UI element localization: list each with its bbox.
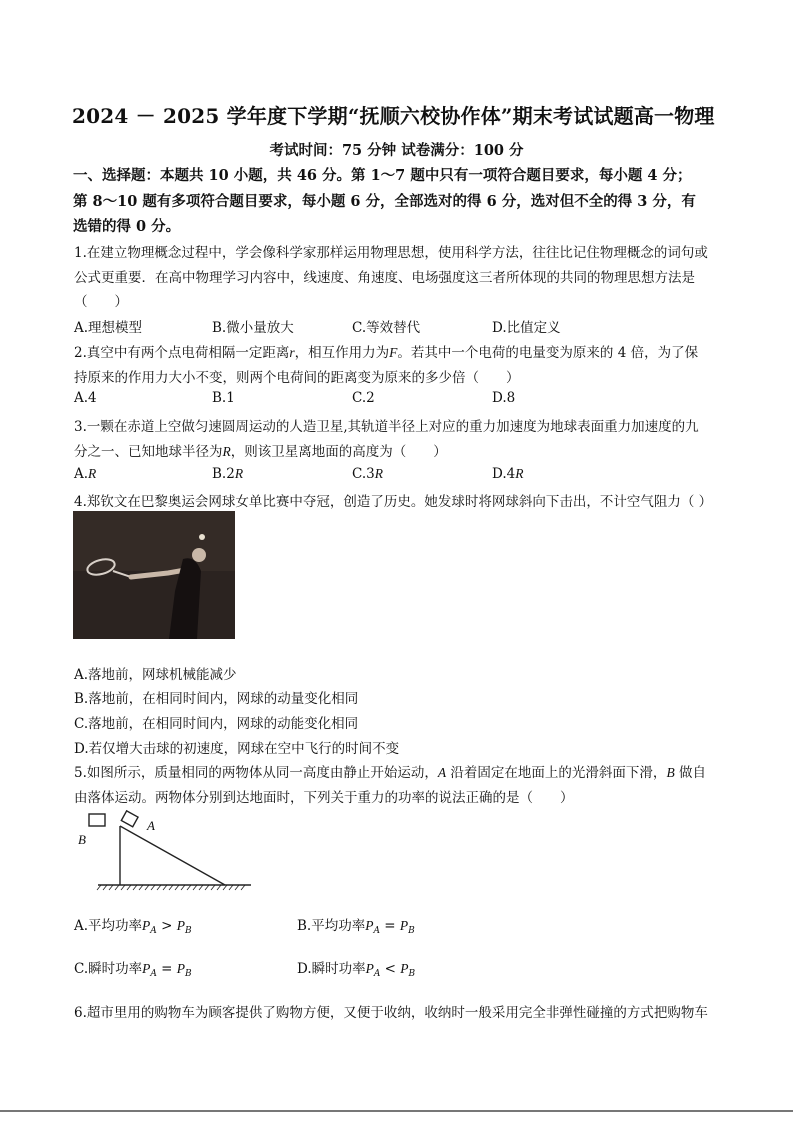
page-title: 2024 － 2025 学年度下学期“抚顺六校协作体”期末考试试题高一物理 xyxy=(72,104,715,128)
q4-text-line1: 4.郑钦文在巴黎奥运会网球女单比赛中夺冠，创造了历史。她发球时将网球斜向下击出，不计空气阻力（ ） xyxy=(74,494,713,510)
q2-text-part1: 2.真空中有两个点电荷相隔一定距离 xyxy=(74,345,290,361)
q2-text-part2: ，相互作用力为 xyxy=(294,345,390,361)
q5-text-line1 xyxy=(74,761,706,781)
q4-option-d: D.若仅增大击球的初速度，网球在空中飞行的时间不变 xyxy=(74,741,400,757)
q4-option-a: A.落地前，网球机械能减少 xyxy=(74,667,237,683)
q4-option-b: B.落地前，在相同时间内，网球的动量变化相同 xyxy=(74,691,359,707)
q2-text-part3: 。若其中一个电荷的电量变为原来的 4 倍，为了保 xyxy=(397,345,699,361)
q3-var-r: R xyxy=(222,444,231,459)
q2-var-f: F xyxy=(389,345,398,360)
section-heading-line2: 第 8～10 题有多项符合题目要求，每小题 6 分，全部选对的得 6 分，选对但不全的得 3 分，有 xyxy=(73,193,696,210)
q3-option-d: D.4R xyxy=(492,466,524,482)
q3-text-part1: 分之一、已知地球半径为 xyxy=(74,444,223,460)
q5-text-part2: 沿着固定在地面上的光滑斜面下滑， xyxy=(446,765,667,781)
q5-text-line2: 由落体运动。两物体分别到达地面时，下列关于重力的功率的说法正确的是（ ） xyxy=(74,790,574,806)
section-heading-line1: 一、选择题：本题共 10 小题，共 46 分。第 1～7 题中只有一项符合题目要求，每小题 4 分； xyxy=(73,167,692,184)
q2-option-d: D.8 xyxy=(492,390,516,406)
tennis-player-photo xyxy=(73,511,235,639)
q5-option-b: B.平均功率$P_A = P_B$ xyxy=(297,918,415,936)
section-heading-line3: 选错的得 0 分。 xyxy=(73,218,181,235)
q2-text-line2: 持原来的作用力大小不变，则两个电荷间的距离变为原来的多少倍（ ） xyxy=(74,370,520,386)
q5-option-d: D.瞬时功率$P_A < P_B$ xyxy=(297,961,416,979)
incline-slope xyxy=(120,826,225,885)
q4-option-c: C.落地前，在相同时间内，网球的动能变化相同 xyxy=(74,716,359,732)
q3-text-line2 xyxy=(74,440,447,460)
q2-text-line1 xyxy=(74,341,698,361)
label-a: A xyxy=(147,818,155,833)
page-bottom-rule xyxy=(0,1110,793,1112)
incline-diagram xyxy=(73,806,253,896)
block-b xyxy=(89,814,105,826)
exam-info: 考试时间：75 分钟 试卷满分：100 分 xyxy=(269,142,524,159)
q5-var-a: A xyxy=(437,765,447,780)
q5-option-a: A.平均功率$P_A > P_B$ xyxy=(74,918,192,936)
q1-text-line3: （ ） xyxy=(74,294,128,310)
label-b: B xyxy=(78,832,86,847)
q5-text-part3: 做自 xyxy=(674,765,706,781)
q3-text-part2: ，则该卫星离地面的高度为（ ） xyxy=(230,444,447,460)
q3-text-line1: 3.一颗在赤道上空做匀速圆周运动的人造卫星,其轨道半径上对应的重力加速度为地球表面重力加速度的九 xyxy=(74,419,699,435)
q1-option-d: D.比值定义 xyxy=(492,320,561,336)
block-a xyxy=(121,811,138,827)
q5-var-b: B xyxy=(666,765,675,780)
q1-option-b: B.微小量放大 xyxy=(212,320,294,336)
q2-var-r: r xyxy=(289,345,295,360)
q2-option-a: A.4 xyxy=(74,390,97,406)
q1-option-a: A.理想模型 xyxy=(74,320,143,336)
tennis-photo-illustration xyxy=(73,511,235,639)
q5-text-part1: 5.如图所示，质量相同的两物体从同一高度由静止开始运动， xyxy=(74,765,438,781)
q3-option-c: C.3R xyxy=(352,466,383,482)
q6-text-line1: 6.超市里用的购物车为顾客提供了购物方便，又便于收纳，收纳时一般采用完全非弹性碰撞的方式把购物车 xyxy=(74,1005,708,1021)
q1-text-line1: 1.在建立物理概念过程中，学会像科学家那样运用物理思想，使用科学方法，往往比记住物理概念的词句或 xyxy=(74,245,708,261)
q2-option-b: B.1 xyxy=(212,390,235,406)
q3-option-a: A.R xyxy=(74,466,97,482)
q1-option-c: C.等效替代 xyxy=(352,320,421,336)
q3-option-b: B.2R xyxy=(212,466,244,482)
q1-text-line2: 公式更重要．在高中物理学习内容中，线速度、角速度、电场强度这三者所体现的共同的物理思想方法是 xyxy=(74,270,695,286)
q5-option-c: C.瞬时功率$P_A = P_B$ xyxy=(74,961,192,979)
q2-option-c: C.2 xyxy=(352,390,375,406)
